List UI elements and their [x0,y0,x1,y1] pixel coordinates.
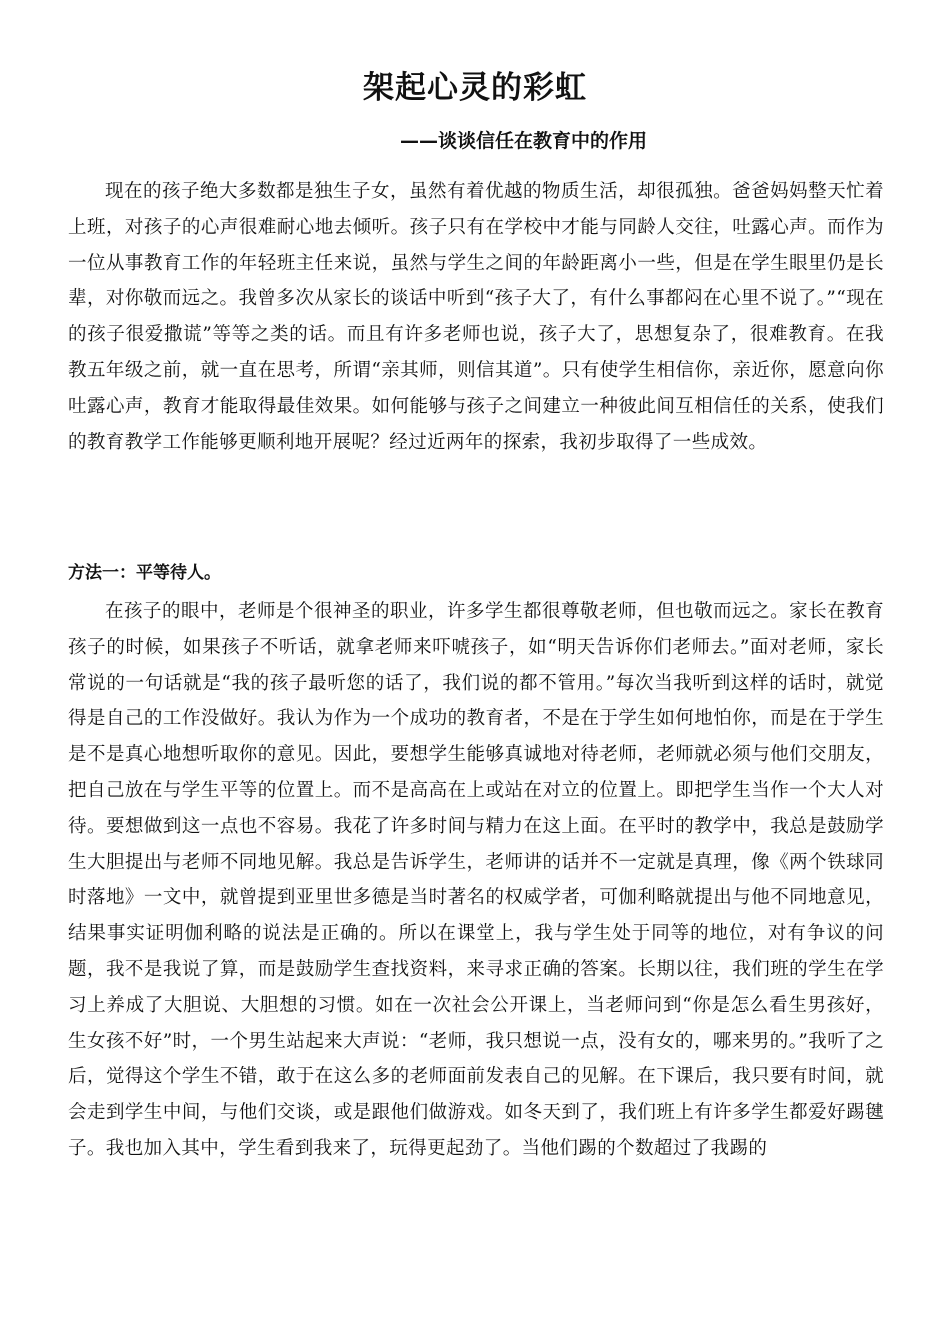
document-title: 架起心灵的彩虹 [363,70,587,106]
body-paragraph: 现在的孩子绝大多数都是独生子女，虽然有着优越的物质生活，却很孤独。爸爸妈妈整天忙着上班，对孩子的心声很难耐心地去倾听。孩子只有在学校中才能与同龄人交往，吐露心声。而作为一位从事教育工作的年轻班主任来说，虽然与学生之间的年龄距离小一些，但是在学生眼里仍是长辈，对你敬而远之。我曾多次从家长的谈话中听到“孩子大了，有什么事都闷在心里不说了。”“现在的孩子很爱撒谎”等等之类的话。而且有许多老师也说，孩子大了，思想复杂了，很难教育。在我教五年级之前，就一直在思考，所谓“亲其师，则信其道”。只有使学生相信你，亲近你，愿意向你吐露心声，教育才能取得最佳效果。如何能够与孩子之间建立一种彼此间互相信任的关系，使我们的教育教学工作能够更顺利地开展呢？经过近两年的探索，我初步取得了一些成效。 [68,181,884,453]
body-paragraph: 在孩子的眼中，老师是个很神圣的职业，许多学生都很尊敬老师，但也敬而远之。家长在教育孩子的时候，如果孩子不听话，就拿老师来吓唬孩子，如“明天告诉你们老师去。”面对老师，家长常说的一句话就是“我的孩子最听您的话了，我们说的都不管用。”每次当我听到这样的话时，就觉得是自己的工作没做好。我认为作为一个成功的教育者，不是在于学生如何地怕你，而是在于学生是不是真心地想听取你的意见。因此，要想学生能够真诚地对待老师，老师就必须与他们交朋友，把自己放在与学生平等的位置上。而不是高高在上或站在对立的位置上。即把学生当作一个大人对待。要想做到这一点也不容易。我花了许多时间与精力在这上面。在平时的教学中，我总是鼓励学生大胆提出与老师不同地见解。我总是告诉学生，老师讲的话并不一定就是真理，像《两个铁球同时落地》一文中，就曾提到亚里世多德是当时著名的权威学者，可伽利略就提出与他不同地意见，结果事实证明伽利略的说法是正确的。所以在课堂上，我与学生处于同等的地位，对有争议的问题，我不是我说了算，而是鼓励学生查找资料，来寻求正确的答案。长期以往，我们班的学生在学习上养成了大胆说、大胆想的习惯。如在一次社会公开课上，当老师问到“你是怎么看生男孩好，生女孩不好”时，一个男生站起来大声说：“老师，我只想说一点，没有女的，哪来男的。”我听了之后，觉得这个学生不错，敢于在这么多的老师面前发表自己的见解。在下课后，我只要有时间，就会走到学生中间，与他们交谈，或是跟他们做游戏。如冬天到了，我们班上有许多学生都爱好踢毽子。我也加入其中，学生看到我来了，玩得更起劲了。当他们踢的个数超过了我踢的 [68,601,884,1159]
section-heading: 方法一：平等待人。 [68,563,221,583]
document-subtitle: ——谈谈信任在教育中的作用 [400,130,648,152]
